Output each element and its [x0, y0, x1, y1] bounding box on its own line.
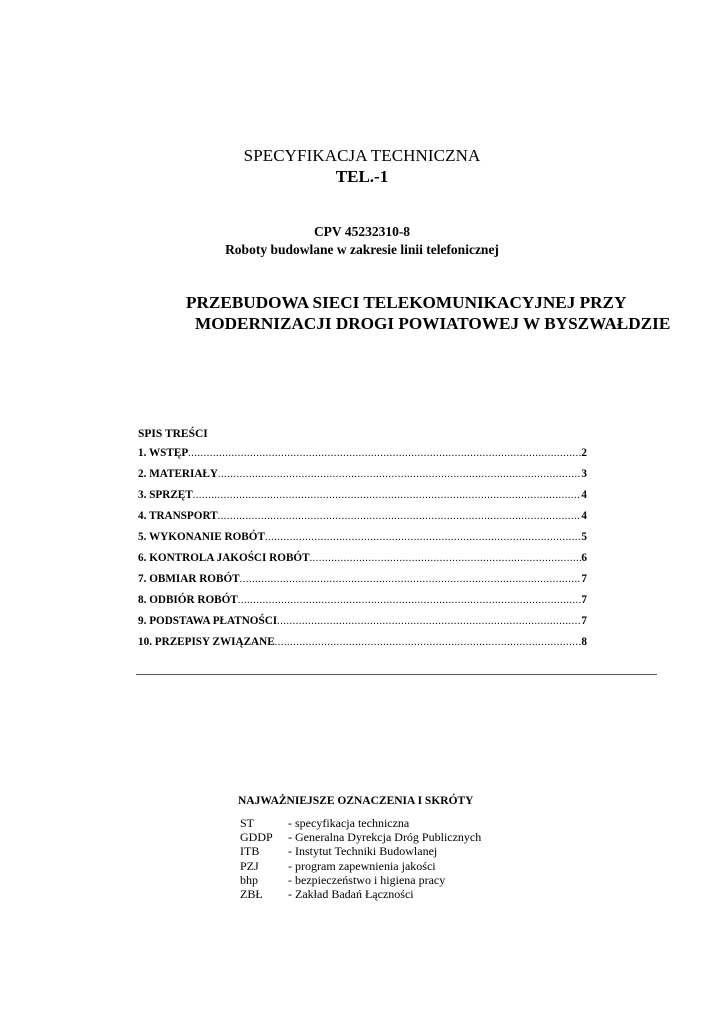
toc-item[interactable]: [138, 594, 587, 615]
toc-item-page: 8: [581, 636, 587, 648]
toc-item-page: 4: [581, 510, 587, 522]
abbreviation-code: ZBŁ: [240, 886, 263, 901]
toc-item[interactable]: [138, 615, 587, 636]
toc-item-page: 6: [581, 552, 587, 564]
toc-item[interactable]: [138, 510, 587, 531]
toc-leader-dots: [193, 490, 582, 501]
toc-item-label: 10. PRZEPISY ZWIĄZANE: [138, 636, 275, 648]
abbreviation-code: ITB: [240, 844, 260, 859]
spec-code: TEL.-1: [335, 167, 389, 186]
toc-item-label: 8. ODBIÓR ROBÓT: [138, 594, 238, 606]
abbreviation-description: - Generalna Dyrekcja Dróg Publicznych: [288, 830, 482, 845]
abbreviation-code: bhp: [240, 872, 258, 887]
abbreviation-description: - Zakład Badań Łączności: [288, 886, 414, 901]
abbreviation-row: [240, 830, 481, 844]
toc-leader-dots: [265, 532, 581, 543]
toc-item-label: 9. PODSTAWA PŁATNOŚCI: [138, 615, 278, 627]
abbreviations-heading: NAJWAŻNIEJSZE OZNACZENIA I SKRÓTY: [238, 795, 474, 807]
toc-item[interactable]: [138, 573, 587, 594]
toc-leader-dots: [238, 595, 582, 606]
toc-leader-dots: [310, 553, 582, 564]
toc-item-label: 5. WYKONANIE ROBÓT: [138, 531, 265, 543]
toc-item-label: 4. TRANSPORT: [138, 510, 218, 522]
project-title: [186, 292, 706, 334]
abbreviation-code: PZJ: [240, 858, 259, 873]
toc-leader-dots: [275, 637, 582, 648]
abbreviation-description: - Instytut Techniki Budowlanej: [288, 844, 438, 859]
abbreviation-description: - program zapewnienia jakości: [288, 858, 436, 873]
toc-item-page: 3: [581, 468, 587, 480]
spec-title: SPECYFIKACJA TECHNICZNA: [243, 146, 481, 165]
toc-item[interactable]: [138, 531, 587, 552]
toc-item[interactable]: [138, 447, 587, 468]
toc-item-label: 7. OBMIAR ROBÓT: [138, 573, 240, 585]
abbreviation-code: ST: [240, 816, 255, 830]
toc-heading: SPIS TREŚCI: [138, 428, 208, 440]
cpv-description: Roboty budowlane w zakresie linii telefonicznej: [225, 242, 499, 257]
toc-item-page: 4: [581, 489, 587, 501]
toc-item[interactable]: [138, 552, 587, 573]
table-of-contents: [138, 447, 587, 657]
toc-item-label: 3. SPRZĘT: [138, 489, 193, 501]
toc-item-label: 2. MATERIAŁY: [138, 468, 218, 480]
cpv-code: CPV 45232310-8: [313, 224, 411, 239]
project-title-line-1: PRZEBUDOWA SIECI TELEKOMUNIKACYJNEJ PRZY: [186, 293, 627, 312]
abbreviation-row: [240, 816, 481, 830]
abbreviation-description: - bezpieczeństwo i higiena pracy: [288, 872, 446, 887]
abbreviation-row: [240, 859, 481, 873]
toc-item-page: 7: [581, 573, 587, 585]
toc-item[interactable]: [138, 468, 587, 489]
abbreviation-row: [240, 887, 481, 901]
toc-item-page: 7: [581, 615, 587, 627]
toc-item-page: 5: [581, 531, 587, 543]
toc-item[interactable]: [138, 636, 587, 657]
horizontal-divider: [136, 674, 657, 675]
toc-item-label: 6. KONTROLA JAKOŚCI ROBÓT: [138, 552, 310, 564]
toc-leader-dots: [188, 448, 581, 459]
toc-leader-dots: [218, 511, 582, 522]
toc-item-page: 2: [581, 447, 587, 459]
toc-item-label: 1. WSTĘP: [138, 447, 189, 459]
toc-leader-dots: [240, 574, 582, 585]
toc-leader-dots: [277, 616, 581, 627]
abbreviation-row: [240, 873, 481, 887]
abbreviations-list: [240, 816, 481, 901]
toc-leader-dots: [218, 469, 581, 480]
abbreviation-code: GDDP: [240, 830, 273, 845]
project-title-line-2: MODERNIZACJI DROGI POWIATOWEJ W BYSZWAŁDZIE: [195, 314, 671, 333]
toc-item[interactable]: [138, 489, 587, 510]
toc-item-page: 7: [581, 594, 587, 606]
abbreviation-row: [240, 844, 481, 858]
abbreviation-description: - specyfikacja techniczna: [288, 816, 410, 830]
